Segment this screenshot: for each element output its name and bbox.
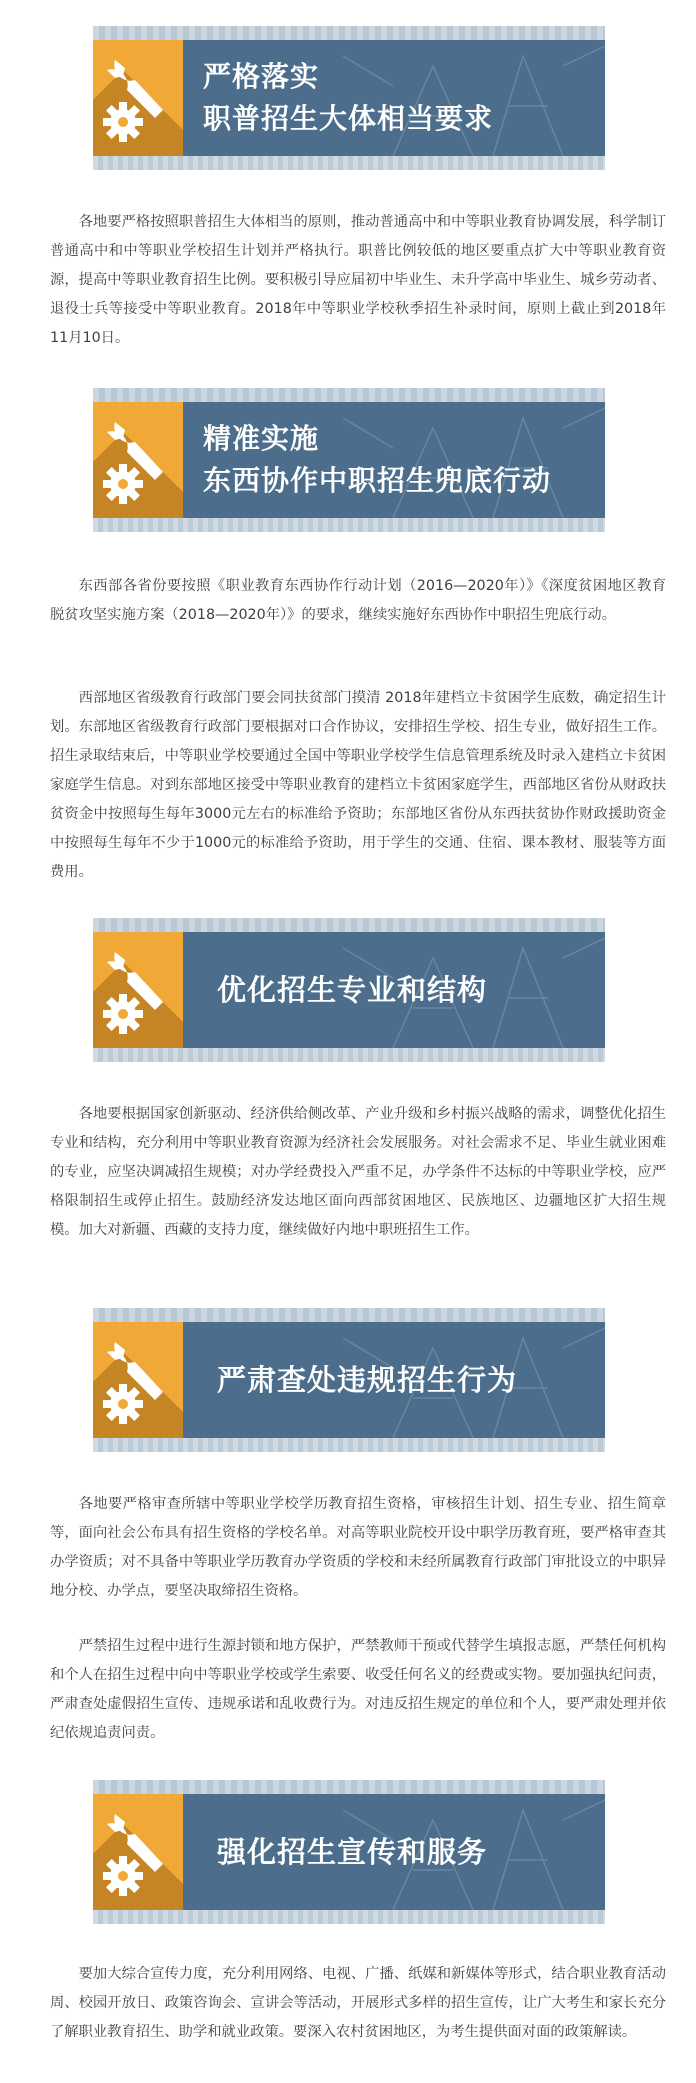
section-4-paragraph-1: 各地要严格审查所辖中等职业学校学历教育招生资格，审核招生计划、招生专业、招生简章等，面向社会公布具有招生资格的学校名单。对高等职业院校开设中职学历教育班，要严格审查其办学资质；对不具备中等职业学历教育办学资质的学校和未经所属教育行政部门审批设立的中职异地分校、办学点，要坚决取缔招生资格。 — [50, 1496, 666, 1599]
section-title-line-1: 严肃查处违规招生行为 — [217, 1363, 518, 1397]
banner-top-strip — [93, 1308, 605, 1322]
section-4-paragraph-2: 严禁招生过程中进行生源封锁和地方保护，严禁教师干预或代替学生填报志愿，严禁任何机构和个人在招生过程中向中等职业学校或学生索要、收受任何名义的经费或实物。要加强执纪问责，严肃查处虚假招生宣传、违规承诺和乱收费行为。对违反招生规定的单位和个人，要严肃处理并依纪依规追责问责。 — [50, 1638, 666, 1741]
banner-top-strip — [93, 388, 605, 402]
section-banner-1 — [93, 26, 605, 170]
section-title-line-1: 严格落实 — [203, 60, 320, 93]
section-1-paragraph-1: 各地要严格按照职普招生大体相当的原则，推动普通高中和中等职业教育协调发展，科学制订普通高中和中等职业学校招生计划并严格执行。职普比例较低的地区要重点扩大中等职业教育资源，提高中等职业教育招生比例。要积极引导应届初中毕业生、未升学高中毕业生、城乡劳动者、退役士兵等接受中等职业教育。2018年中等职业学校秋季招生补录时间，原则上截止到2018年11月10日。 — [50, 214, 666, 346]
section-banner-5 — [93, 1780, 605, 1924]
wrench-gear-icon — [93, 932, 183, 1048]
section-banner-2 — [93, 388, 605, 532]
banner-top-strip — [93, 918, 605, 932]
section-title-line-1: 优化招生专业和结构 — [217, 973, 488, 1007]
banner-top-strip — [93, 26, 605, 40]
section-title — [203, 932, 595, 1048]
section-title-line-1: 强化招生宣传和服务 — [217, 1835, 488, 1869]
banner-top-strip — [93, 1780, 605, 1794]
section-title — [203, 402, 595, 518]
section-2-paragraph-1: 东西部各省份要按照《职业教育东西协作行动计划（2016—2020年）》《深度贫困地区教育脱贫攻坚实施方案（2018—2020年）》的要求，继续实施好东西协作中职招生兜底行动。 — [50, 578, 666, 623]
section-3-paragraph-1: 各地要根据国家创新驱动、经济供给侧改革、产业升级和乡村振兴战略的需求，调整优化招生专业和结构，充分利用中等职业教育资源为经济社会发展服务。对社会需求不足、毕业生就业困难的专业，应坚决调减招生规模；对办学经费投入严重不足，办学条件不达标的中等职业学校，应严格限制招生或停止招生。鼓励经济发达地区面向西部贫困地区、民族地区、边疆地区扩大招生规模。加大对新疆、西藏的支持力度，继续做好内地中职班招生工作。 — [50, 1106, 666, 1238]
section-title-line-2: 职普招生大体相当要求 — [203, 102, 494, 135]
section-2-paragraph-2: 西部地区省级教育行政部门要会同扶贫部门摸清 2018年建档立卡贫困学生底数，确定招生计划。东部地区省级教育行政部门要根据对口合作协议，安排招生学校、招生专业，做好招生工作。招生录取结束后，中等职业学校要通过全国中等职业学校学生信息管理系统及时录入建档立卡贫困家庭学生信息。对到东部地区接受中等职业教育的建档立卡贫困家庭学生，西部地区省份从财政扶贫资金中按照每生每年3000元左右的标准给予资助；东部地区省份从东西扶贫协作财政援助资金中按照每生每年不少于1000元的标准给予资助，用于学生的交通、住宿、课本教材、服装等方面费用。 — [50, 690, 666, 880]
banner-bottom-strip — [93, 1910, 605, 1924]
wrench-gear-icon — [93, 1794, 183, 1910]
section-title — [203, 1794, 595, 1910]
banner-bottom-strip — [93, 1048, 605, 1062]
section-title — [203, 40, 595, 156]
wrench-gear-icon — [93, 402, 183, 518]
section-banner-4 — [93, 1308, 605, 1452]
section-banner-3 — [93, 918, 605, 1062]
section-title-line-2: 东西协作中职招生兜底行动 — [203, 464, 552, 497]
section-title — [203, 1322, 595, 1438]
banner-bottom-strip — [93, 156, 605, 170]
section-5-paragraph-1: 要加大综合宣传力度，充分利用网络、电视、广播、纸媒和新媒体等形式，结合职业教育活动周、校园开放日、政策咨询会、宣讲会等活动，开展形式多样的招生宣传，让广大考生和家长充分了解职业教育招生、助学和就业政策。要深入农村贫困地区，为考生提供面对面的政策解读。 — [50, 1966, 666, 2040]
wrench-gear-icon — [93, 40, 183, 156]
banner-bottom-strip — [93, 1438, 605, 1452]
section-title-line-1: 精准实施 — [203, 422, 320, 455]
banner-bottom-strip — [93, 518, 605, 532]
wrench-gear-icon — [93, 1322, 183, 1438]
